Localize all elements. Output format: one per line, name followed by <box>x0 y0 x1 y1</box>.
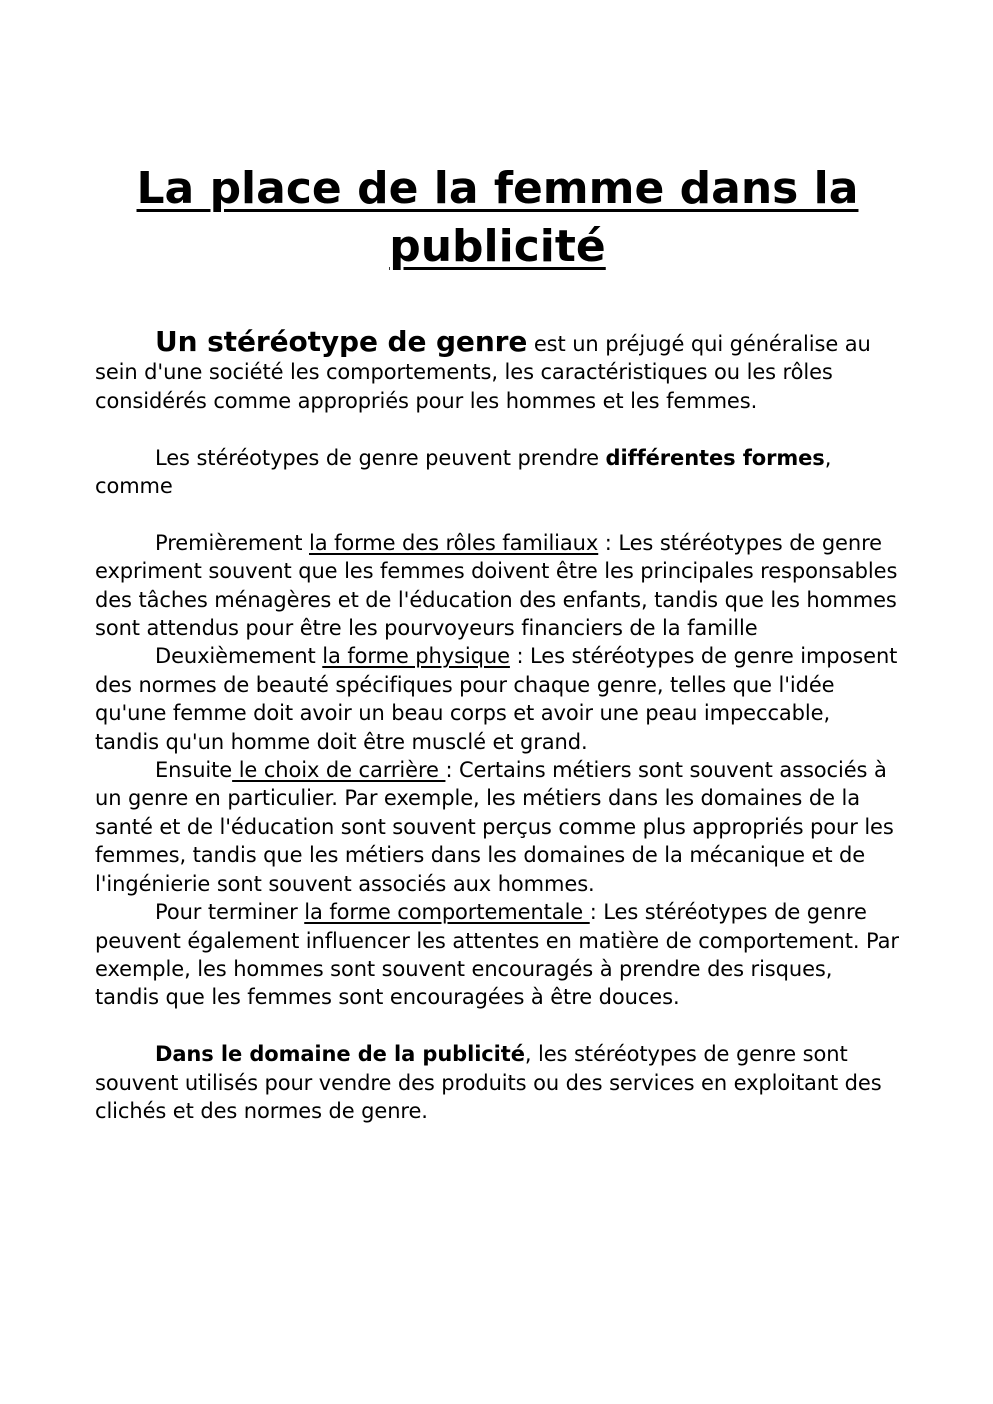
document-page <box>95 160 900 1125</box>
intro-paragraph <box>95 325 900 415</box>
intro-text: est un préjugé qui généralise au sein d'une société les comportements, les caractéristiques ou les rôles considérés comme appropriés pour les hommes et les femmes. <box>95 332 871 413</box>
forms-intro-paragraph <box>95 444 900 501</box>
item-paragraph-roles-familiaux <box>95 529 900 643</box>
item-text: : Les stéréotypes de genre peuvent également influencer les attentes en matière de comportement. Par exemple, les hommes sont souvent encouragés à prendre des risques, tandis que les femmes sont encouragées à être douces. <box>95 900 899 1010</box>
paragraph-spacer <box>95 1012 900 1040</box>
item-paragraph-choix-carriere <box>95 756 900 898</box>
item-prefix: Premièrement <box>155 530 309 555</box>
item-text: : Les stéréotypes de genre expriment souvent que les femmes doivent être les principales responsables des tâches ménagères et de l'éducation des enfants, tandis que les hommes sont attendus pour être les pourvoyeurs financiers de la famille <box>95 530 898 641</box>
document-body <box>95 325 900 1125</box>
item-prefix: Ensuite <box>155 758 233 783</box>
conclusion-bold: Dans le domaine de la publicité <box>155 1042 525 1067</box>
item-text: : Les stéréotypes de genre imposent des normes de beauté spécifiques pour chaque genre, telles que l'idée qu'une femme doit avoir un beau corps et avoir une peau impeccable, tandis qu'un homme doit être musclé et grand. <box>95 644 898 754</box>
item-text: : Certains métiers sont souvent associés à un genre en particulier. Par exemple, les métiers dans les domaines de la santé et de l'éducation sont souvent perçus comme plus appropriés pour les femmes, tandis que les métiers dans les domaines de la mécanique et de l'ingénierie sont souvent associés aux hommes. <box>95 758 894 896</box>
forms-intro-text: Les stéréotypes de genre peuvent prendre <box>155 445 606 470</box>
forms-intro-bold: différentes formes <box>605 445 825 470</box>
document-title: La place de la femme dans la publicité <box>136 163 859 272</box>
item-paragraph-comportementale <box>95 898 900 1012</box>
forms-intro-after: , comme <box>95 445 832 499</box>
conclusion-text: , les stéréotypes de genre sont souvent utilisés pour vendre des produits ou des services en exploitant des clichés et des normes de genre. <box>95 1042 882 1123</box>
item-label: le choix de carrière <box>232 758 446 783</box>
item-paragraph-forme-physique <box>95 642 900 756</box>
item-prefix: Pour terminer <box>155 900 305 925</box>
paragraph-spacer <box>95 415 900 443</box>
item-label: la forme comportementale <box>304 900 590 925</box>
item-label: la forme des rôles familiaux <box>309 530 599 555</box>
intro-lead: Un stéréotype de genre <box>155 325 528 358</box>
item-label: la forme physique <box>322 644 510 669</box>
paragraph-spacer <box>95 500 900 528</box>
item-prefix: Deuxièmement <box>155 644 323 669</box>
conclusion-paragraph <box>95 1040 900 1125</box>
